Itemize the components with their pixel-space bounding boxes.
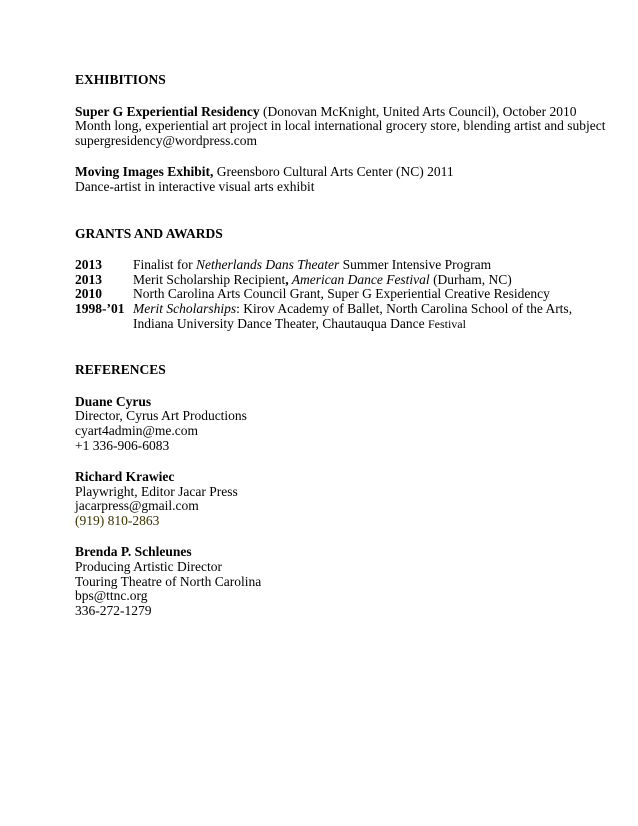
award-year: 2013 [75,271,102,287]
award-text [133,302,575,331]
reference-title: Producing Artistic Director [75,559,222,575]
award-text-bold: , [285,271,289,287]
award-text-small: Festival [427,316,466,331]
award-row [75,273,575,288]
reference-title: Playwright, Editor Jacar Press [75,483,238,499]
reference-organization: Touring Theatre of North Carolina [75,573,262,589]
reference-email: jacarpress@gmail.com [75,498,199,514]
exhibitions-heading: EXHIBITIONS [75,72,166,87]
award-text-part: Indiana University Dance Theater, Chautauqua Dance [133,315,428,331]
reference-entry [75,545,575,618]
reference-name: Brenda P. Schleunes [75,544,192,560]
award-text-part: Finalist for [133,257,196,273]
grants-heading: GRANTS AND AWARDS [75,225,223,241]
award-text-part: : Kirov Academy of Ballet, North Carolina School of the Arts, [236,300,573,316]
exhibition-item [75,103,606,149]
award-text-italic: Merit Scholarships [133,300,237,316]
award-row [75,258,575,273]
award-year: 1998-’01 [75,300,125,316]
exhibition-title: Moving Images Exhibit, [75,164,214,180]
exhibition-url: supergresidency@wordpress.com [75,132,258,148]
award-text [133,258,575,273]
reference-name: Duane Cyrus [75,393,152,409]
exhibition-description: Month long, experiential art project in local international grocery store, blending artist and subject [75,118,606,134]
references-heading: REFERENCES [75,362,166,378]
award-row [75,302,575,331]
reference-entry [75,395,575,453]
reference-email: cyart4admin@me.com [75,422,199,438]
reference-phone: +1 336-906-6083 [75,437,170,453]
award-text [133,273,575,288]
exhibition-item [75,165,575,194]
award-year: 2013 [75,257,102,273]
award-row [75,287,575,302]
award-text-part: Summer Intensive Program [339,257,492,273]
award-text-part: Merit Scholarship Recipient [133,271,286,287]
reference-entry [75,470,575,528]
award-text-part: North Carolina Arts Council Grant, Super G Experiential Creative Residency [133,286,550,302]
award-year: 2010 [75,286,102,302]
reference-name: Richard Krawiec [75,469,175,485]
reference-phone: 336-272-1279 [75,602,152,618]
award-text-italic: Netherlands Dans Theater [196,257,340,273]
award-text-part: (Durham, NC) [429,271,512,287]
reference-phone: (919) 810-2863 [75,512,160,528]
exhibition-detail: (Donovan McKnight, United Arts Council), October 2010 [259,103,577,119]
reference-title: Director, Cyrus Art Productions [75,408,247,424]
resume-page [75,72,606,618]
exhibition-detail: Greensboro Cultural Arts Center (NC) 2011 [213,164,454,180]
reference-email: bps@ttnc.org [75,588,148,604]
exhibition-description: Dance-artist in interactive visual arts exhibit [75,178,315,194]
award-text [133,287,575,302]
exhibition-title: Super G Experiential Residency [75,103,260,119]
award-text-italic: American Dance Festival [288,271,430,287]
